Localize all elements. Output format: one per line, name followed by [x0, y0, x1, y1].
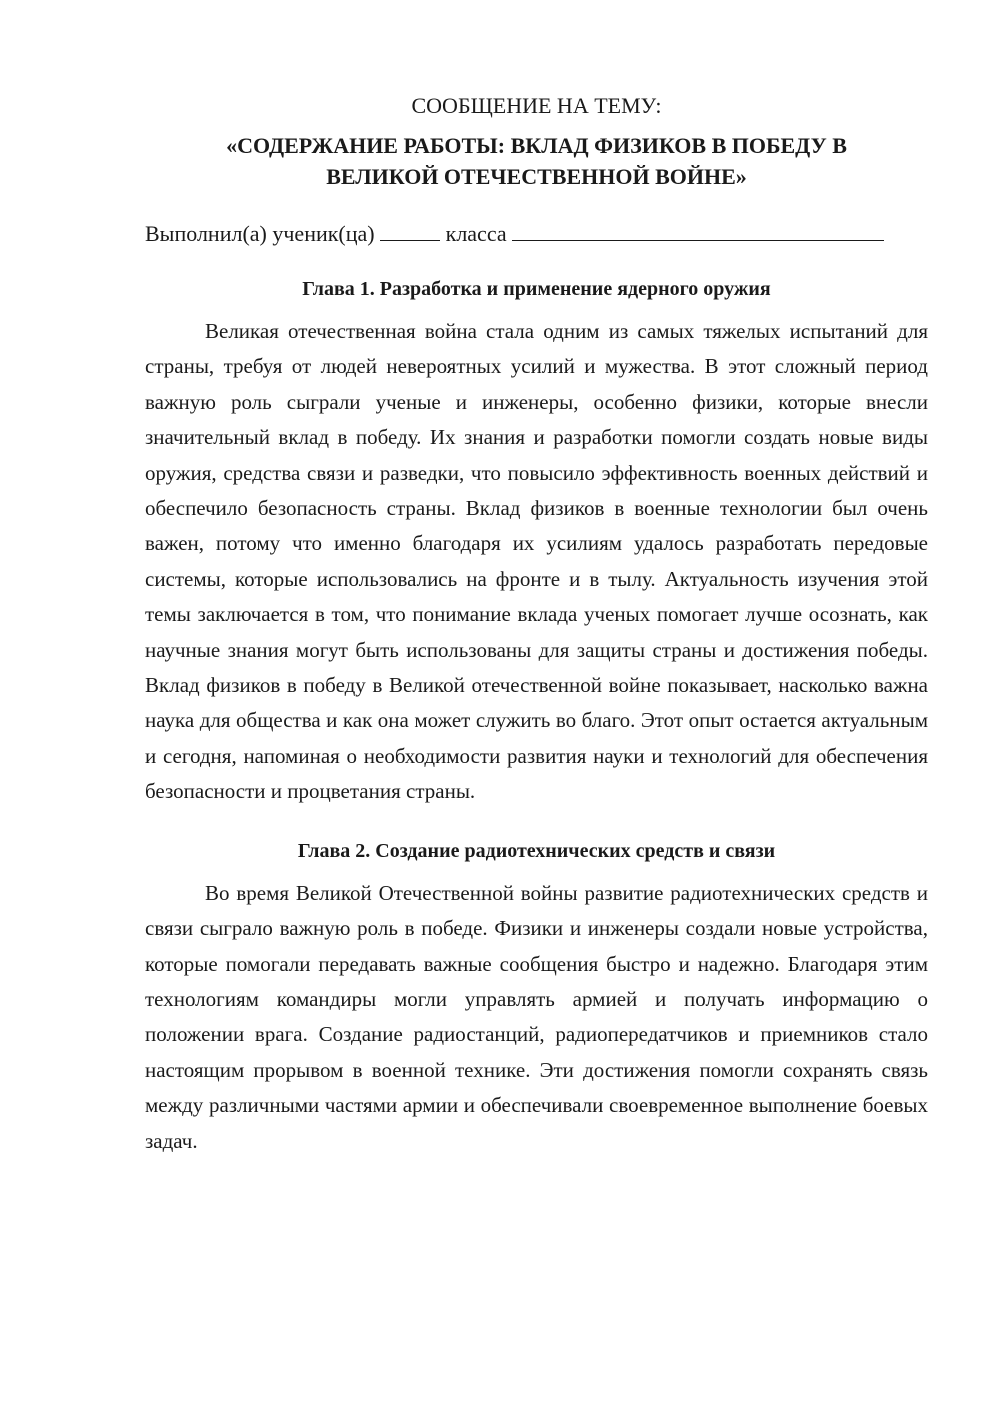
author-line [145, 216, 928, 252]
student-name-blank [512, 218, 884, 241]
chapter-1-title: Глава 1. Разработка и применение ядерного оружия [302, 278, 771, 300]
class-label: класса [445, 221, 507, 246]
message-topic-label: СООБЩЕНИЕ НА ТЕМУ: [411, 93, 662, 118]
author-prefix: Выполнил(а) ученик(ца) [145, 221, 375, 246]
chapter-2-text: Во время Великой Отечественной войны развитие радиотехнических средств и связи сыграло важную роль в победе. Физики и инженеры создали новые устройства, которые помогали передавать важные сообщения быстро и надежно. Благодаря этим технологиям командиры могли управлять армией и получать информацию о положении врага. Создание радиостанций, радиопередатчиков и приемников стало настоящим прорывом в военной технике. Эти достижения помогли сохранять связь между различными частями армии и обеспечивали своевременное выполнение боевых задач. [145, 880, 928, 1153]
document-page [145, 88, 928, 1159]
document-title: «СОДЕРЖАНИЕ РАБОТЫ: ВКЛАД ФИЗИКОВ В ПОБЕДУ В ВЕЛИКОЙ ОТЕЧЕСТВЕННОЙ ВОЙНЕ» [226, 133, 847, 189]
class-number-blank [380, 218, 440, 241]
chapter-2-title: Глава 2. Создание радиотехнических средств и связи [297, 839, 776, 862]
chapter-1-text: Великая отечественная война стала одним из самых тяжелых испытаний для страны, требуя от людей невероятных усилий и мужества. В этот сложный период важную роль сыграли ученые и инженеры, особенно физики, которые внесли значительный вклад в победу. Их знания и разработки помогли создать новые виды оружия, средства связи и разведки, что повысило эффективность военных действий и обеспечило безопасность страны. Вклад физиков в военные технологии был очень важен, потому что именно благодаря их усилиям удалось разработать передовые системы, которые использовались на фронте и в тылу. Актуальность изучения этой темы заключается в том, что понимание вклада ученых помогает лучше осознать, как научные знания могут быть использованы для защиты страны и достижения победы. Вклад физиков в победу в Великой отечественной войне показывает, насколько важна наука для общества и как она может служить во благо. Этот опыт остается актуальным и сегодня, напоминая о необходимости развития науки и технологий для обеспечения безопасности и процветания страны. [145, 319, 928, 804]
